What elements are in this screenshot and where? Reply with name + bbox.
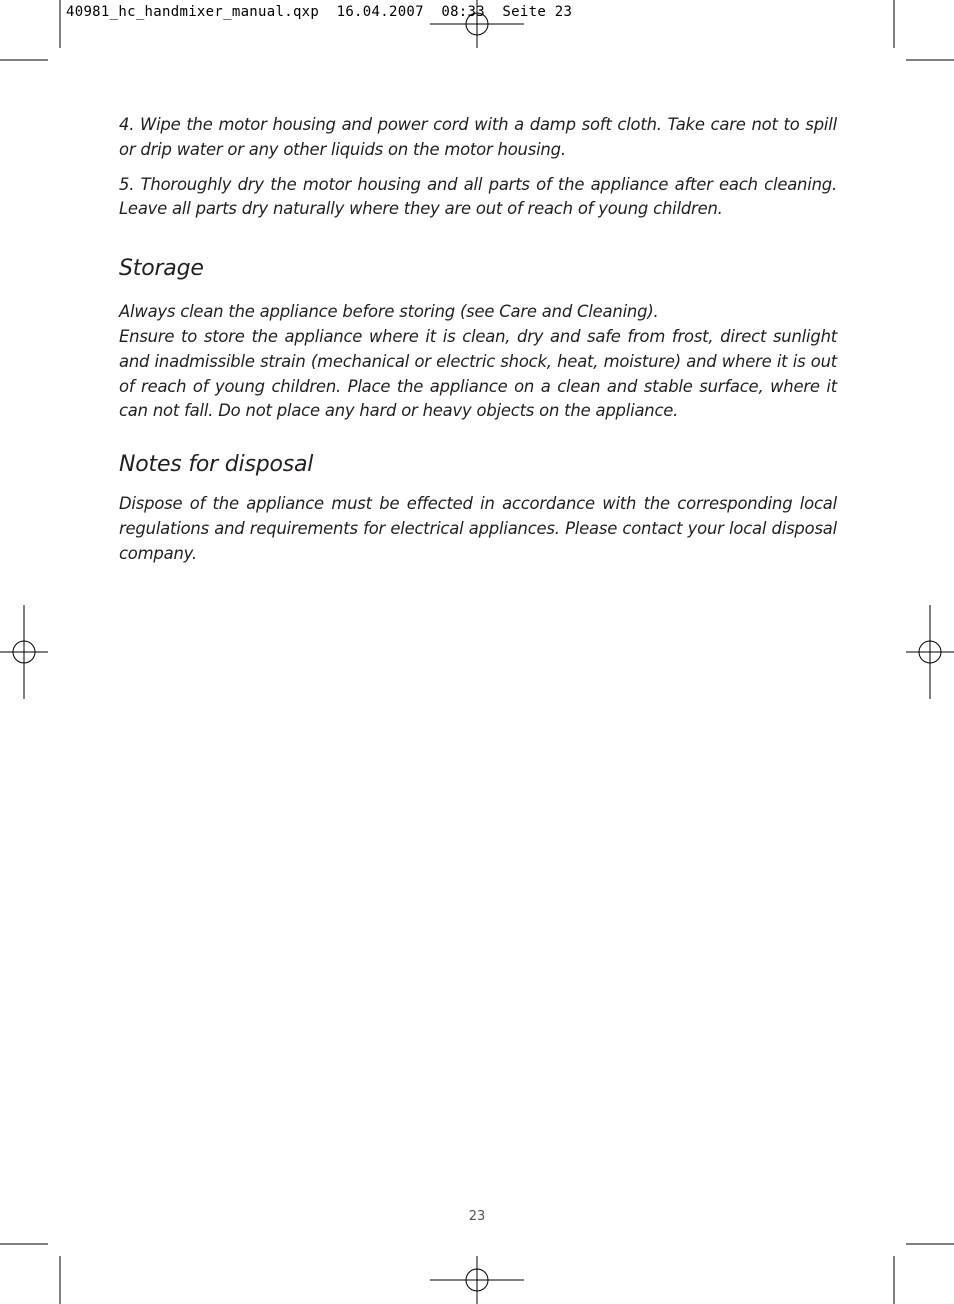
- storage-line-1: Always clean the appliance before storing (see Care and Cleaning).: [119, 302, 659, 322]
- page-content: [119, 113, 837, 567]
- page-number: 23: [468, 1209, 486, 1224]
- paragraph-step-4: 4. Wipe the motor housing and power cord with a damp soft cloth. Take care not to spill or drip water or any other liquids on the motor housing.: [119, 115, 837, 159]
- registration-mark-left: [0, 605, 48, 699]
- storage-heading: Storage: [119, 256, 204, 282]
- registration-mark-right: [906, 605, 954, 699]
- file-slug-line: 40981_hc_handmixer_manual.qxp 16.04.2007 08:33 Seite 23: [66, 4, 573, 20]
- disposal-heading: Notes for disposal: [119, 452, 314, 478]
- disposal-text: Dispose of the appliance must be effected in accordance with the corresponding local regulations and requirements for electrical appliances. Please contact your local disposal company.: [119, 494, 837, 563]
- paragraph-step-5: 5. Thoroughly dry the motor housing and all parts of the appliance after each cleaning. Leave all parts dry naturally where they are out of reach of young children.: [119, 174, 837, 219]
- storage-line-2: Ensure to store the appliance where it is clean, dry and safe from frost, direct sunlight and inadmissible strain (mechanical or electric shock, heat, moisture) and where it is out of reach of young children. Place the appliance on a clean and stable surface, where it can not fall. Do not place any hard or heavy objects on the appliance.: [119, 326, 837, 421]
- registration-mark-bottom: [430, 1256, 524, 1304]
